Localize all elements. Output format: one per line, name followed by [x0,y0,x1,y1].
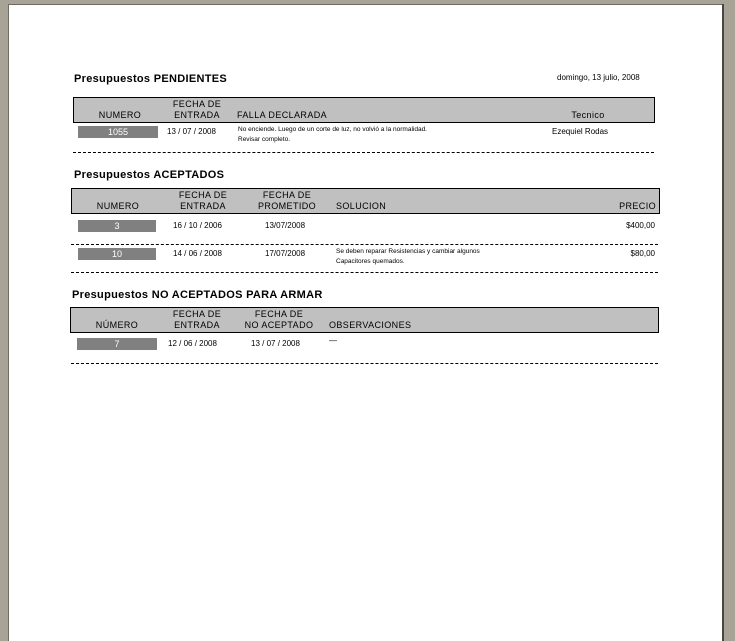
row-divider [73,152,654,153]
row-fecha-entrada: 14 / 06 / 2008 [173,249,222,258]
pendientes-header [73,97,655,123]
row-divider [71,363,658,364]
header-tecnico: Tecnico [571,110,605,120]
row-fecha-prometido: 13/07/2008 [265,221,306,230]
section-title-no-aceptados: Presupuestos NO ACEPTADOS PARA ARMAR [72,289,323,301]
row-falla: No enciende. Luego de un corte de luz, no volvió a la normalidad. Revisar completo. [238,126,427,143]
report-date: domingo, 13 julio, 2008 [557,73,640,82]
row-numero: 10 [78,248,156,260]
row-numero: 7 [77,338,157,350]
section-title-pendientes: Presupuestos PENDIENTES [74,73,228,85]
header-fecha-no-aceptado: FECHA DE NO ACEPTADO [244,309,314,330]
no-aceptados-header [70,307,659,333]
row-numero: 3 [78,220,156,232]
header-solucion: SOLUCION [336,201,387,211]
row-precio: $400,00 [626,221,655,230]
header-fecha-entrada: FECHA DE ENTRADA [178,190,228,211]
section-title-aceptados: Presupuestos ACEPTADOS [74,169,225,181]
header-falla-declarada: FALLA DECLARADA [237,110,328,120]
row-tecnico: Ezequiel Rodas [552,127,609,136]
row-fecha-entrada: 16 / 10 / 2006 [173,221,222,230]
header-fecha-entrada: FECHA DE ENTRADA [172,309,222,330]
aceptados-header [71,188,660,214]
report-page [8,4,722,641]
row-numero: 1055 [78,126,158,138]
header-precio: PRECIO [619,201,656,211]
header-numero: NUMERO [96,201,140,211]
row-fecha-entrada: 13 / 07 / 2008 [167,127,216,136]
header-observaciones: OBSERVACIONES [329,320,412,330]
row-precio: $80,00 [630,249,655,258]
header-fecha-prometido: FECHA DE PROMETIDO [257,190,317,211]
header-numero: NUMERO [98,110,142,120]
row-fecha-entrada: 12 / 06 / 2008 [168,339,217,348]
header-fecha-entrada: FECHA DE ENTRADA [172,99,222,120]
row-divider [71,272,658,273]
row-fecha-no-aceptado: 13 / 07 / 2008 [251,339,300,348]
row-divider [71,244,658,245]
row-fecha-prometido: 17/07/2008 [265,249,306,258]
header-numero: NÚMERO [95,320,139,330]
row-observaciones: — [329,336,337,345]
row-solucion: Se deben reparar Resistencias y cambiar algunos Capacitores quemados. [336,248,480,265]
